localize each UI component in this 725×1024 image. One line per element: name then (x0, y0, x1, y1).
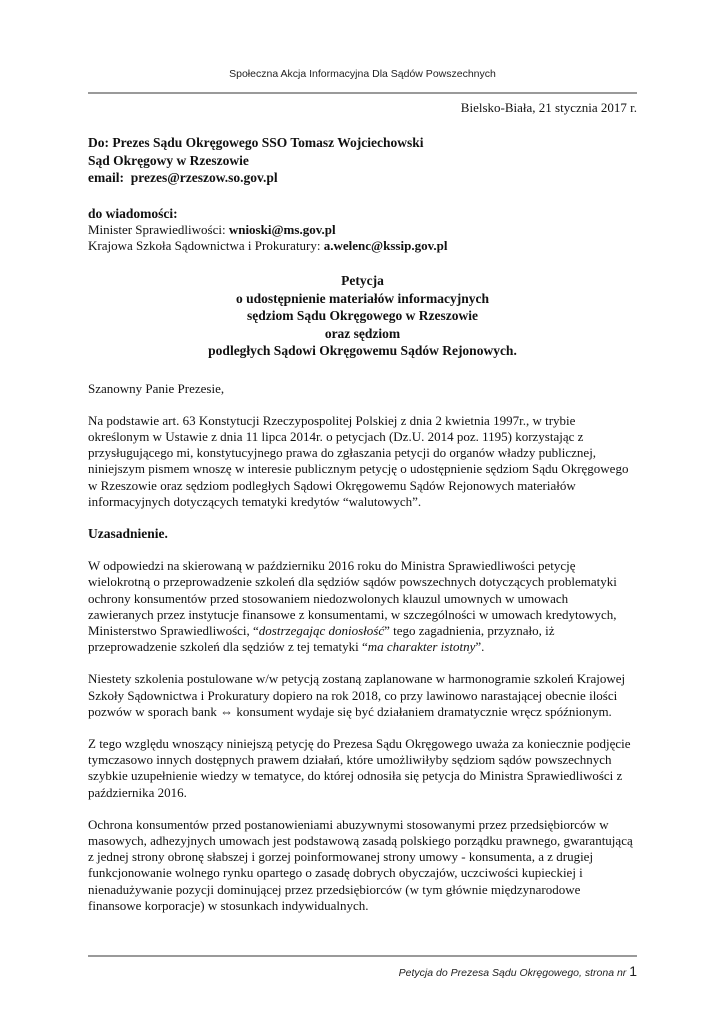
paragraph-legal-basis: Na podstawie art. 63 Konstytucji Rzeczypospolitej Polskiej z dnia 2 kwietnia 1997r., w trybie określonym w Ustawie z dnia 11 lipca 2014r. o petycjach (Dz.U. 2014 poz. 1195) korzystając z przysługującego mi, konstytucyjnego prawa do zgłaszania petycji do organów władzy publicznej, niniejszym pismem wnoszę w interesie publicznym petycję o udostępnienie sędziom Sądu Okręgowego w Rzeszowie oraz sędziom podległych Sądowi Okręgowemu Sądów Rejonowych materiałów informacyjnych dotyczących tematyki kredytów “walutowych”. (88, 412, 629, 509)
paragraph-request: Z tego względu wnoszący niniejszą petycję do Prezesa Sądu Okręgowego uważa za koniecznie podjęcie tymczasowo innych dostępnych prawem działań, które umożliwiłyby sędziom sądów powszechnych szybkie uzupełnienie wiedzy w tematyce, do której odnosiła się petycja do Ministra Sprawiedliwości z października 2016. (88, 736, 631, 800)
paragraph-training-delay: Niestety szkolenia postulowane w/w petycją zostaną zaplanowane w harmonogramie szkoleń Krajowej Szkoły Sądownictwa i Prokuratury dopiero na rok 2018, co przy lawinowo narastającej obecnie ilości pozwów w sporach bank ⇔ konsument wydaje się być działaniem dramatycznie wręcz spóźnionym. (88, 671, 626, 719)
salutation: Szanowny Panie Prezesie, (88, 380, 225, 396)
footer-text: Petycja do Prezesa Sądu Okręgowego, strona nr (398, 967, 630, 979)
cc-title: do wiadomości: (88, 205, 178, 221)
paragraph-consumer-protection: Ochrona konsumentów przed postanowieniami abuzywnymi stosowanymi przez przedsiębiorców w masowych, adhezyjnych umowach jest podstawową zasadą polskiego porządku prawnego, gwarantującą z jednej strony obronę słabszej i gorzej poinformowanej strony umowy - konsumenta, a z drugiej funkcjonowanie wolnego rynku opartego o zasadę dobrych obyczajów, uczciwości kupieckiej i nienadużywanie pozycji dominującej przez przedsiębiorców (w tym głównie międzynarodowe finansowe korporacje) w stosunkach indywidualnych. (88, 816, 633, 913)
cc-item-kssip (88, 238, 637, 254)
title-line: podległych Sądowi Okręgowemu Sądów Rejonowych. (208, 343, 517, 359)
page-number: 1 (629, 963, 637, 979)
title-line: o udostępnienie materiałów informacyjnych (235, 290, 490, 306)
text-run: ”. (475, 639, 485, 655)
date-line: Bielsko-Biała, 21 stycznia 2017 r. (460, 100, 637, 115)
cc-email: wnioski@ms.gov.pl (228, 221, 336, 237)
recipient-name: Do: Prezes Sądu Okręgowego SSO Tomasz Wojciechowski (88, 135, 424, 151)
email-label: email: (88, 170, 124, 186)
recipient-block (88, 134, 637, 187)
text-run: ” tego zagadnienia, przyznało, iż przeprowadzenie szkoleń dla sędziów z tej tematyki “ (88, 623, 555, 655)
italic-quote: ma charakter istotny (367, 639, 476, 655)
title-line: Petycja (341, 273, 384, 289)
petition-title (88, 272, 637, 360)
header-divider (88, 92, 637, 94)
cc-name: Minister Sprawiedliwości: (88, 221, 226, 237)
title-line: sędziom Sądu Okręgowego w Rzeszowie (247, 308, 478, 324)
italic-quote: dostrzegając doniosłość (258, 623, 385, 639)
page-footer (399, 963, 637, 979)
recipient-email-line (88, 169, 637, 187)
recipient-email: prezes@rzeszow.so.gov.pl (130, 170, 278, 186)
title-line: oraz sędziom (324, 325, 401, 341)
cc-item-ministry (88, 222, 637, 238)
recipient-court: Sąd Okręgowy w Rzeszowie (88, 152, 249, 168)
section-heading: Uzasadnienie. (88, 526, 168, 542)
cc-block (88, 205, 637, 254)
cc-name: Krajowa Szkoła Sądownictwa i Prokuratury: (88, 237, 321, 253)
cc-email: a.welenc@kssip.gov.pl (323, 237, 448, 253)
document-body (88, 100, 637, 914)
page-header: Społeczna Akcja Informacyjna Dla Sądów Powszechnych (229, 68, 496, 80)
paragraph-ministry-response (88, 558, 637, 655)
footer-divider (88, 955, 637, 957)
text-run: W odpowiedzi na skierowaną w październiku 2016 roku do Ministra Sprawiedliwości petycję wielokrotną o przeprowadzenie szkoleń dla sędziów sądów powszechnych dotyczących problematyki ochrony konsumentów przed stosowaniem niedozwolonych klauzul umownych w umowach zawieranych przez instytucje finansowe z konsumentami, w szczególności w umowach kredytowych, Ministerstwo Sprawiedliwości, “ (88, 558, 617, 639)
